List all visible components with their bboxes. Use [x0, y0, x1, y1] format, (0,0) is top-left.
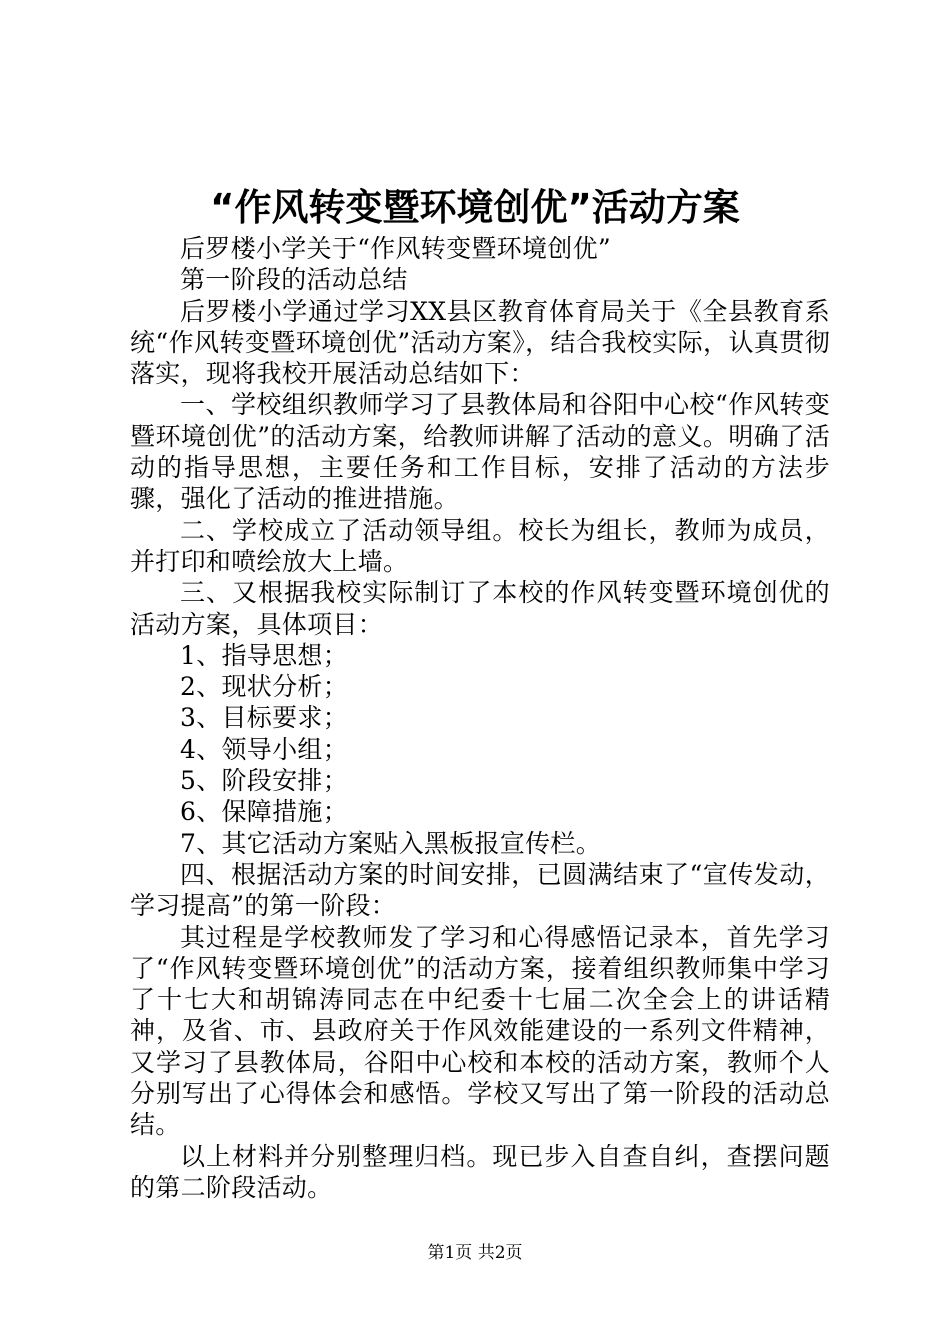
list-item: 2、现状分析；	[180, 672, 349, 702]
paragraph: 第一阶段的活动总结	[180, 265, 408, 295]
list-item: 6、保障措施；	[180, 797, 349, 827]
paragraph: 二、学校成立了活动领导组。校长为组长，教师为成员，并打印和喷绘放大上墙。	[130, 515, 830, 576]
list-item: 1、指导思想；	[180, 640, 349, 670]
document-body	[130, 233, 830, 1203]
paragraph: 三、又根据我校实际制订了本校的作风转变暨环境创优的活动方案，具体项目：	[130, 578, 830, 639]
list-item: 3、目标要求；	[180, 703, 349, 733]
list-item: 7、其它活动方案贴入黑板报宣传栏。	[180, 828, 602, 858]
paragraph: 一、学校组织教师学习了县教体局和谷阳中心校“作风转变暨环境创优”的活动方案，给教师讲解了活动的意义。明确了活动的指导思想，主要任务和工作目标，安排了活动的方法步骤，强化了活动的推进措施。	[130, 390, 830, 514]
paragraph: 四、根据活动方案的时间安排，已圆满结束了“宣传发动，学习提高”的第一阶段：	[130, 859, 830, 921]
paragraph: 后罗楼小学关于“作风转变暨环境创优”	[180, 234, 611, 263]
paragraph: 其过程是学校教师发了学习和心得感悟记录本，首先学习了“作风转变暨环境创优”的活动方案，接着组织教师集中学习了十七大和胡锦涛同志在中纪委十七届二次全会上的讲话精神，及省、市、县政府关于作风效能建设的一系列文件精神，又学习了县教体局，谷阳中心校和本校的活动方案，教师个人分别写出了心得体会和感悟。学校又写出了第一阶段的活动总结。	[130, 922, 830, 1140]
list-item: 4、领导小组；	[180, 734, 349, 764]
paragraph: 以上材料并分别整理归档。现已步入自查自纠，查摆问题的第二阶段活动。	[130, 1141, 830, 1202]
paragraph: 后罗楼小学通过学习XX县区教育体育局关于《全县教育系统“作风转变暨环境创优”活动方案》，结合我校实际，认真贯彻落实，现将我校开展活动总结如下：	[130, 296, 830, 389]
page-number: 第1页 共2页	[427, 1243, 523, 1263]
list-item: 5、阶段安排；	[180, 766, 349, 796]
page-title: “作风转变暨环境创优”活动方案	[210, 186, 740, 229]
